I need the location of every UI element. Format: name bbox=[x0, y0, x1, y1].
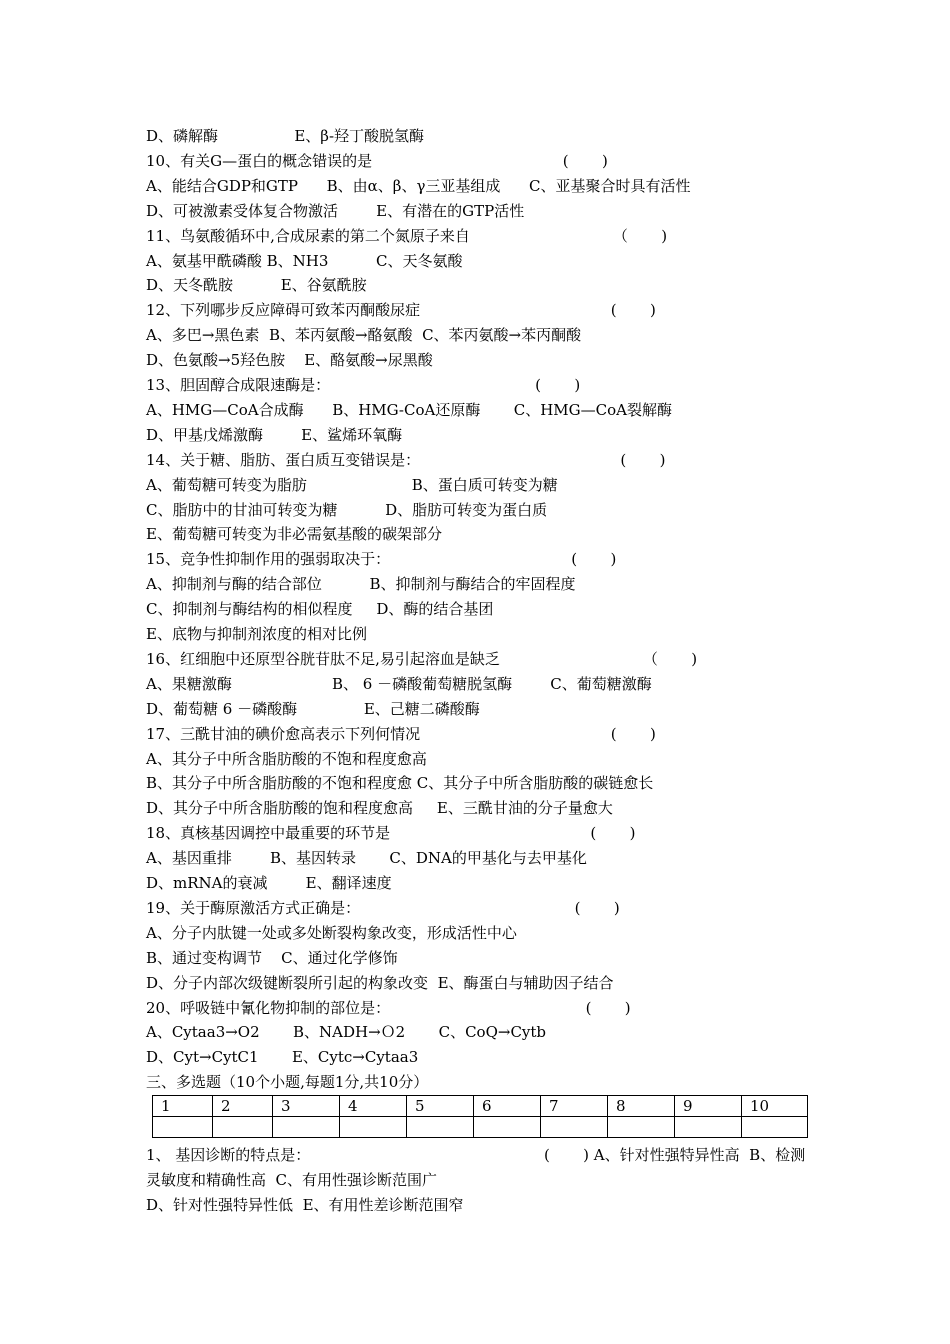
text-line: 11、鸟氨酸循环中,合成尿素的第二个氮原子来自 （ ) bbox=[146, 226, 668, 245]
text-line: 13、胆固醇合成限速酶是： ( ) bbox=[146, 376, 581, 394]
text-line: A、抑制剂与酶的结合部位 B、抑制剂与酶结合的牢固程度 bbox=[146, 575, 576, 594]
text-line: A、果糖激酶 B、 6 －磷酸葡萄糖脱氢酶 C、葡萄糖激酶 bbox=[146, 674, 652, 693]
text-line: 17、三酰甘油的碘价愈高表示下列何情况 ( ) bbox=[146, 724, 656, 743]
text-line: D、可被激素受体复合物激活 E、有潜在的GTP活性 bbox=[146, 201, 525, 220]
answer-cell[interactable] bbox=[541, 1117, 608, 1138]
text-line: D、甲基戊烯激酶 E、鲨烯环氧酶 bbox=[146, 425, 403, 444]
text-line: 19、关于酶原激活方式正确是： ( ) bbox=[146, 898, 620, 917]
table-cell-number: 9 bbox=[675, 1096, 742, 1117]
answer-cell[interactable] bbox=[213, 1117, 273, 1138]
table-cell-number: 3 bbox=[273, 1096, 340, 1117]
text-line: D、其分子中所含脂肪酸的饱和程度愈高 E、三酰甘油的分子量愈大 bbox=[146, 799, 613, 818]
text-line: D、葡萄糖 6 －磷酸酶 E、己糖二磷酸酶 bbox=[146, 699, 480, 718]
text-line: A、HMG—CoA合成酶 B、HMG-CoA还原酶 C、HMG—CoA裂解酶 bbox=[146, 400, 672, 419]
table-cell-number: 6 bbox=[474, 1096, 541, 1117]
table-cell-number: 5 bbox=[407, 1096, 474, 1117]
text-line: E、葡萄糖可转变为非必需氨基酸的碳架部分 bbox=[146, 525, 442, 544]
answer-cell[interactable] bbox=[273, 1117, 340, 1138]
table-cell-number: 10 bbox=[742, 1096, 808, 1117]
text-line: D、色氨酸→5羟色胺 E、酪氨酸→尿黑酸 bbox=[146, 351, 433, 370]
answer-cell[interactable] bbox=[474, 1117, 541, 1138]
table-cell-number: 2 bbox=[213, 1096, 273, 1117]
text-line: D、mRNA的衰减 E、翻译速度 bbox=[146, 874, 392, 892]
text-line: 12、下列哪步反应障碍可致苯丙酮酸尿症 ( ) bbox=[146, 301, 656, 320]
text-line: B、通过变构调节 C、通过化学修饰 bbox=[146, 948, 398, 967]
text-line: A、氨基甲酰磷酸 B、NH3 C、天冬氨酸 bbox=[146, 251, 463, 270]
table-cell-number: 7 bbox=[541, 1096, 608, 1117]
text-line: B、其分子中所含脂肪酸的不饱和程度愈 C、其分子中所含脂肪酸的碳链愈长 bbox=[146, 774, 654, 793]
table-cell-number: 4 bbox=[340, 1096, 407, 1117]
text-line: 三、多选题（10个小题,每题1分,共10分） bbox=[146, 1073, 429, 1092]
text-line: A、葡萄糖可转变为脂肪 B、蛋白质可转变为糖 bbox=[146, 475, 558, 494]
text-line: E、底物与抑制剂浓度的相对比例 bbox=[146, 625, 367, 643]
text-line: 18、真核基因调控中最重要的环节是 ( ) bbox=[146, 824, 636, 843]
text-line: D、针对性强特异性低 E、有用性差诊断范围窄 bbox=[146, 1196, 464, 1214]
text-line: C、抑制剂与酶结构的相似程度 D、酶的结合基团 bbox=[146, 600, 494, 619]
text-line: A、其分子中所含脂肪酸的不饱和程度愈高 bbox=[146, 749, 427, 768]
table-cell-number: 8 bbox=[608, 1096, 675, 1117]
answer-cell[interactable] bbox=[407, 1117, 474, 1138]
answer-cell[interactable] bbox=[742, 1117, 808, 1138]
text-line: A、多巴→黑色素 B、苯丙氨酸→酪氨酸 C、苯丙氨酸→苯丙酮酸 bbox=[146, 326, 582, 345]
answer-cell[interactable] bbox=[675, 1117, 742, 1138]
answer-cell[interactable] bbox=[340, 1117, 407, 1138]
text-line: 20、呼吸链中氰化物抑制的部位是： ( ) bbox=[146, 998, 631, 1017]
text-line: D、磷解酶 E、β-羟丁酸脱氢酶 bbox=[146, 127, 425, 145]
text-line: 1、 基因诊断的特点是： ( ) A、针对性强特异性高 B、检测 bbox=[146, 1146, 806, 1164]
text-line: A、分子内肽键一处或多处断裂构象改变，形成活性中心 bbox=[146, 923, 517, 942]
table-cell-number: 1 bbox=[153, 1096, 213, 1117]
text-line: C、脂肪中的甘油可转变为糖 D、脂肪可转变为蛋白质 bbox=[146, 500, 548, 519]
answer-table bbox=[152, 1095, 808, 1138]
text-line: 灵敏度和精确性高 C、有用性强诊断范围广 bbox=[146, 1171, 438, 1189]
text-line: 10、有关G—蛋白的概念错误的是 ( ) bbox=[146, 151, 608, 170]
text-line: 14、关于糖、脂肪、蛋白质互变错误是： ( ) bbox=[146, 450, 666, 469]
text-line: 15、竞争性抑制作用的强弱取决于： ( ) bbox=[146, 550, 617, 569]
text-line: 16、红细胞中还原型谷胱苷肽不足,易引起溶血是缺乏 （ ) bbox=[146, 649, 698, 668]
text-line: A、Cytaa3→O2 B、NADH→Ｏ2 C、CoQ→Cytb bbox=[146, 1023, 547, 1042]
text-line: A、基因重排 B、基因转录 C、DNA的甲基化与去甲基化 bbox=[146, 849, 587, 868]
answer-table-number-row bbox=[153, 1096, 808, 1117]
answer-cell[interactable] bbox=[608, 1117, 675, 1138]
answer-cell[interactable] bbox=[153, 1117, 213, 1138]
text-line: D、分子内部次级键断裂所引起的构象改变 E、酶蛋白与辅助因子结合 bbox=[146, 973, 614, 992]
text-line: D、天冬酰胺 E、谷氨酰胺 bbox=[146, 276, 367, 295]
text-line: A、能结合GDP和GTP B、由α、β、γ三亚基组成 C、亚基聚合时具有活性 bbox=[146, 176, 691, 195]
answer-table-blank-row bbox=[153, 1117, 808, 1138]
text-line: D、Cyt→CytC1 E、Cytc→Cytaa3 bbox=[146, 1048, 419, 1067]
